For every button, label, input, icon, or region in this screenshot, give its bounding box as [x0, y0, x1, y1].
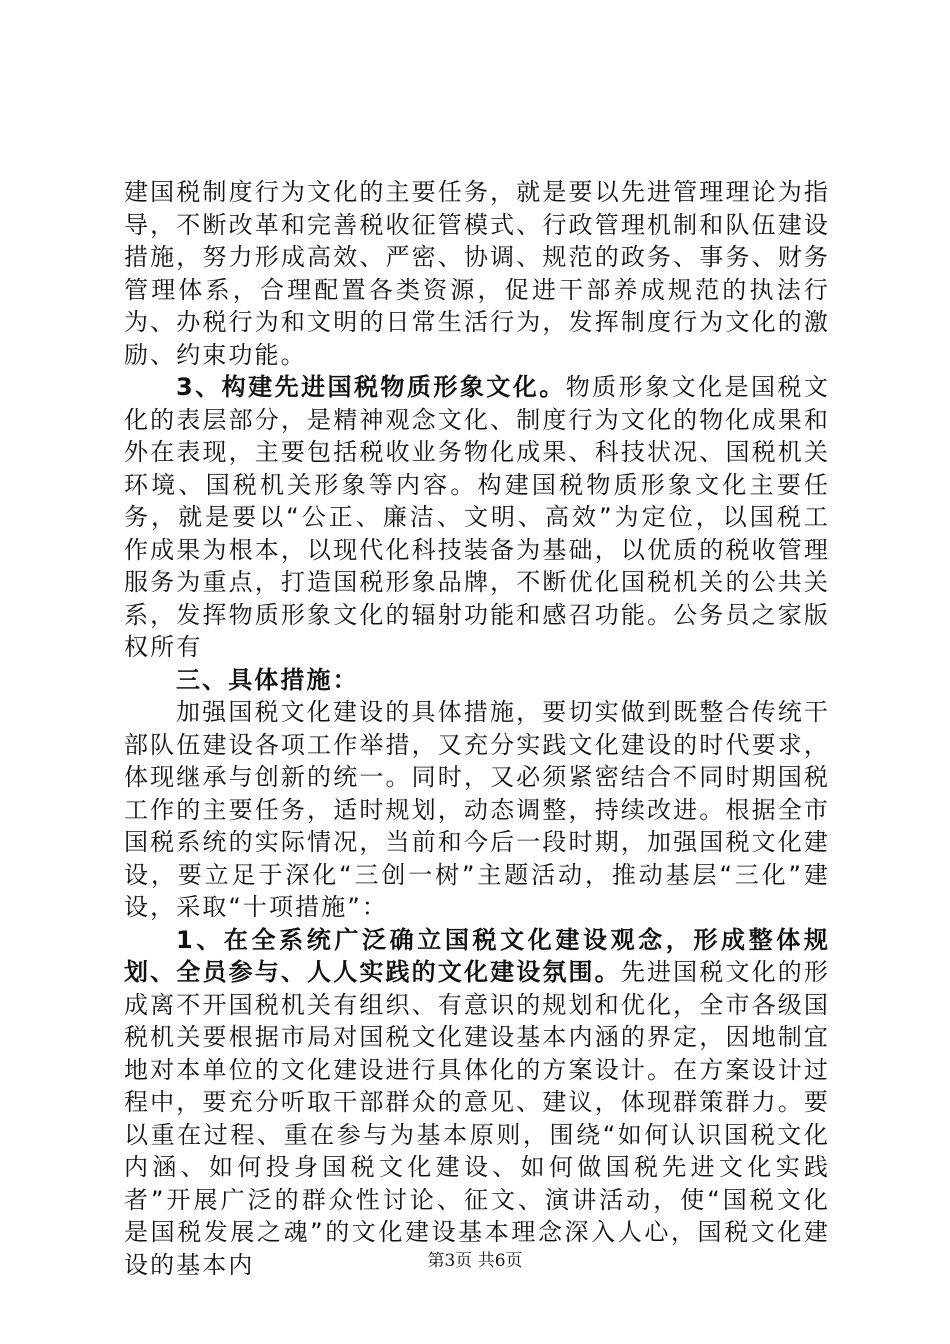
paragraph-4-text: 先进国税文化的形成离不开国税机关有组织、有意识的规划和优化，全市各级国税机关要根据市局对国税文化建设基本内涵的界定，因地制宜地对本单位的文化建设进行具体化的方案设计。在方案设计过程中，要充分听取干部群众的意见、建议，体现群策群力。要以重在过程、重在参与为基本原则，围绕“如何认识国税文化内涵、如何投身国税文化建设、如何做国税先进文化实践者”开展广泛的群众性讨论、征文、演讲活动，使“国税文化是国税发展之魂”的文化建设基本理念深入人心，国税文化建设的基本内 [124, 958, 830, 1279]
paragraph-4 [124, 924, 830, 1282]
paragraph-2 [124, 371, 830, 664]
paragraph-3 [124, 696, 830, 924]
paragraph-2-text: 物质形象文化是国税文化的表层部分，是精神观念文化、制度行为文化的物化成果和外在表现，主要包括税收业务物化成果、科技状况、国税机关环境、国税机关形象等内容。构建国税物质形象文化主要任务，就是要以“公正、廉洁、文明、高效”为定位，以国税工作成果为根本，以现代化科技装备为基础，以优质的税收管理服务为重点，打造国税形象品牌，不断优化国税机关的公共关系，发挥物质形象文化的辐射功能和感召功能。公务员之家版权所有 [124, 373, 831, 661]
paragraph-1 [124, 176, 830, 371]
section-heading: 三、具体措施： [176, 665, 359, 694]
paragraph-2-lead: 3、构建先进国税物质形象文化。 [176, 373, 566, 401]
paragraph-3-text: 加强国税文化建设的具体措施，要切实做到既整合传统干部队伍建设各项工作举措，又充分实践文化建设的时代要求，体现继承与创新的统一。同时，又必须紧密结合不同时期国税工作的主要任务，适时规划，动态调整，持续改进。根据全市国税系统的实际情况，当前和今后一段时期，加强国税文化建设，要立足于深化“三创一树”主题活动，推动基层“三化”建设，采取“十项措施”： [124, 698, 830, 921]
paragraph-1-text: 建国税制度行为文化的主要任务，就是要以先进管理理论为指导，不断改革和完善税收征管模式、行政管理机制和队伍建设措施，努力形成高效、严密、协调、规范的政务、事务、财务管理体系，合理配置各类资源，促进干部养成规范的执法行为、办税行为和文明的日常生活行为，发挥制度行为文化的激励、约束功能。 [124, 178, 830, 369]
page-footer [0, 1246, 950, 1271]
paragraph-4-lead: 1、在全系统广泛确立国税文化建设观念，形成整体规划、全员参与、人人实践的文化建设氛围。 [124, 925, 830, 986]
page-number: 第3页 共6页 [427, 1251, 523, 1271]
document-body [124, 176, 830, 1281]
